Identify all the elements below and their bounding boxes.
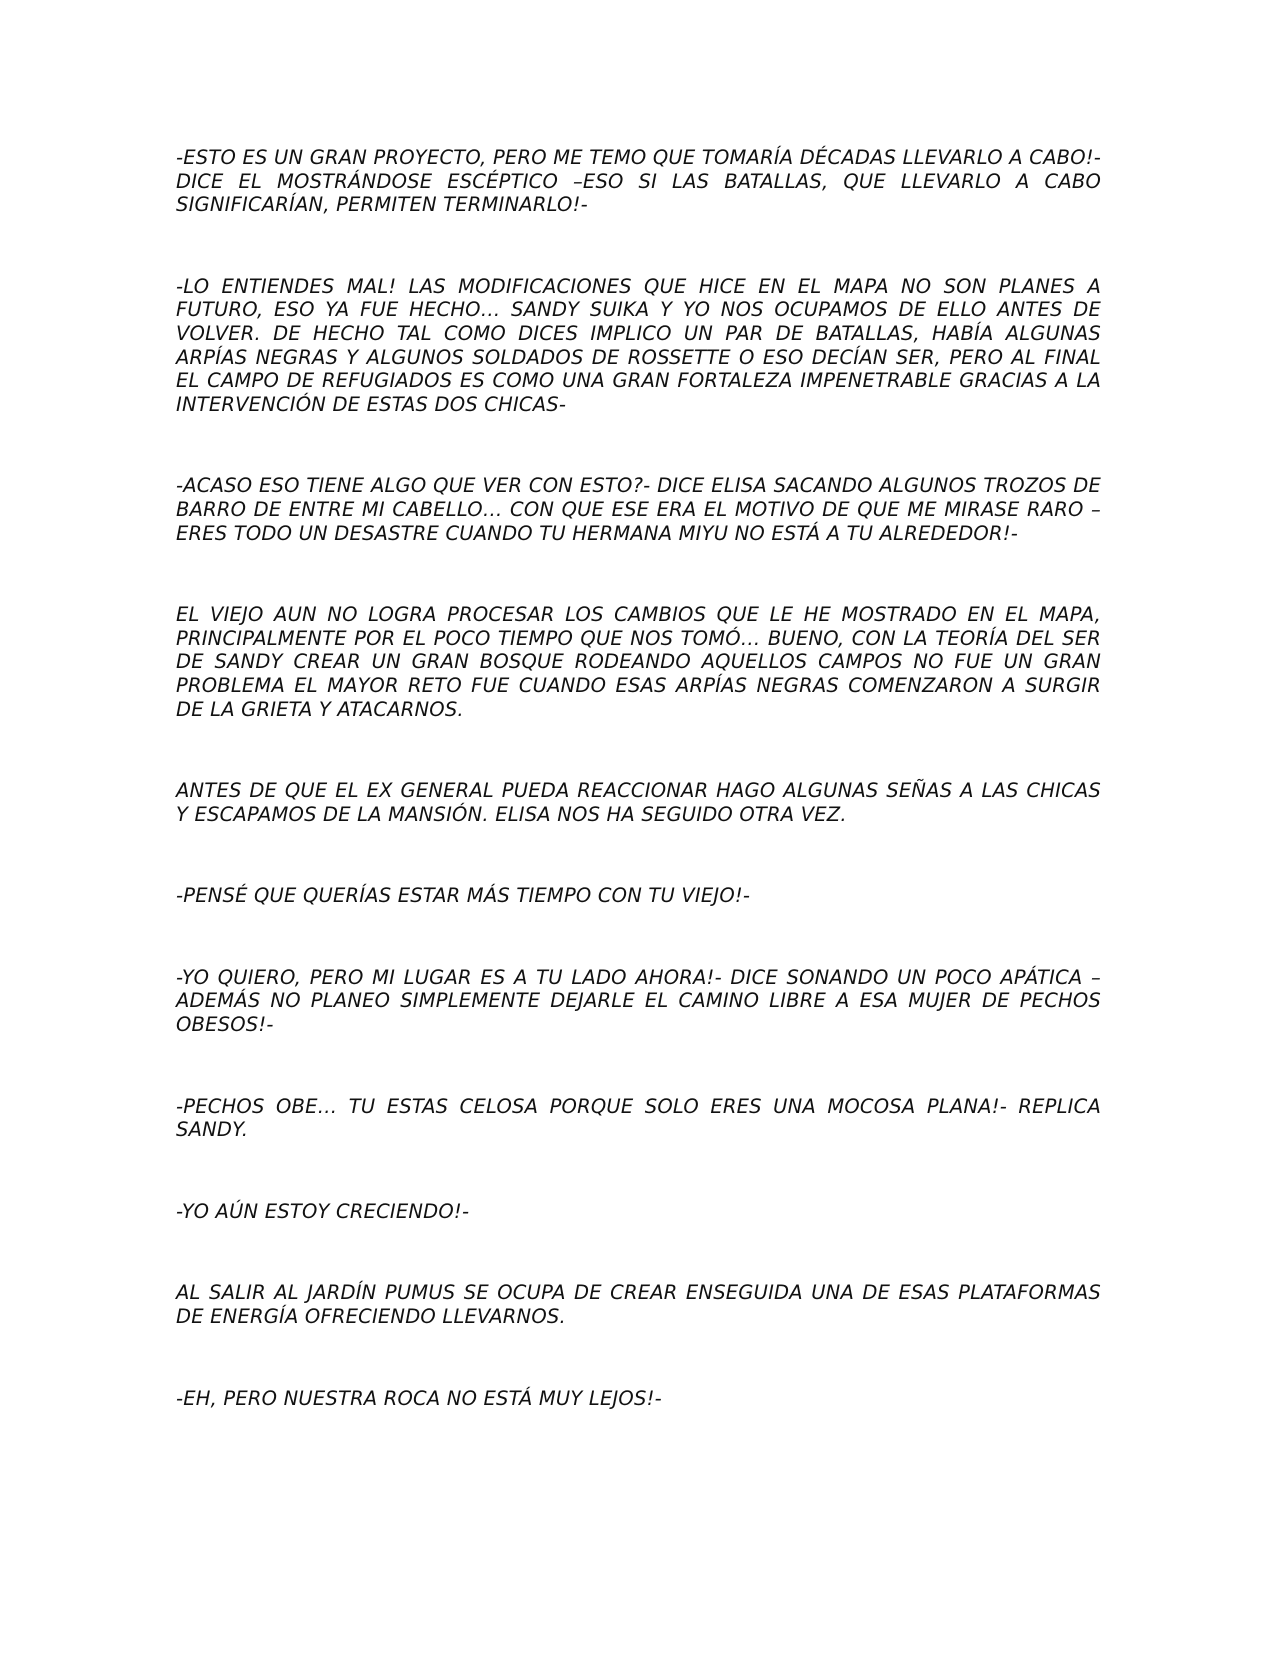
paragraph: -EH, PERO NUESTRA ROCA NO ESTÁ MUY LEJOS!- xyxy=(176,1386,662,1410)
paragraph: -PENSÉ QUE QUERÍAS ESTAR MÁS TIEMPO CON TU VIEJO!- xyxy=(176,884,751,908)
paragraph: -PECHOS OBE… TU ESTAS CELOSA PORQUE SOLO ERES UNA MOCOSA PLANA!- REPLICA SANDY. xyxy=(176,1094,1101,1142)
paragraph: -YO AÚN ESTOY CRECIENDO!- xyxy=(176,1199,470,1223)
paragraph: EL VIEJO AUN NO LOGRA PROCESAR LOS CAMBIOS QUE LE HE MOSTRADO EN EL MAPA, PRINCIPALMENTE POR EL POCO TIEMPO QUE NOS TOMÓ… BUENO, CON LA TEORÍA DEL SER DE SANDY CREAR UN GRAN BOSQUE RODEANDO AQUELLOS CAMPOS NO FUE UN GRAN PROBLEMA EL MAYOR RETO FUE CUANDO ESAS ARPÍAS NEGRAS COMENZARON A SURGIR DE LA GRIETA Y ATACARNOS. xyxy=(176,603,1101,721)
paragraph: -YO QUIERO, PERO MI LUGAR ES A TU LADO AHORA!- DICE SONANDO UN POCO APÁTICA – ADEMÁS NO PLANEO SIMPLEMENTE DEJARLE EL CAMINO LIBRE A ESA MUJER DE PECHOS OBESOS!- xyxy=(176,965,1101,1037)
paragraph: -LO ENTIENDES MAL! LAS MODIFICACIONES QUE HICE EN EL MAPA NO SON PLANES A FUTURO, ESO YA FUE HECHO… SANDY SUIKA Y YO NOS OCUPAMOS DE ELLO ANTES DE VOLVER. DE HECHO TAL COMO DICES IMPLICO UN PAR DE BATALLAS, HABÍA ALGUNAS ARPÍAS NEGRAS Y ALGUNOS SOLDADOS DE ROSSETTE O ESO DECÍAN SER, PERO AL FINAL EL CAMPO DE REFUGIADOS ES COMO UNA GRAN FORTALEZA IMPENETRABLE GRACIAS A LA INTERVENCIÓN DE ESTAS DOS CHICAS- xyxy=(176,274,1101,416)
paragraph: -ESTO ES UN GRAN PROYECTO, PERO ME TEMO QUE TOMARÍA DÉCADAS LLEVARLO A CABO!- DICE EL MOSTRÁNDOSE ESCÉPTICO –ESO SI LAS BATALLAS, QUE LLEVARLO A CABO SIGNIFICARÍAN, PERMITEN TERMINARLO!- xyxy=(176,146,1101,217)
paragraph: ANTES DE QUE EL EX GENERAL PUEDA REACCIONAR HAGO ALGUNAS SEÑAS A LAS CHICAS Y ESCAPAMOS DE LA MANSIÓN. ELISA NOS HA SEGUIDO OTRA VEZ. xyxy=(176,779,1101,826)
text-body xyxy=(176,146,1101,1410)
paragraph: AL SALIR AL JARDÍN PUMUS SE OCUPA DE CREAR ENSEGUIDA UNA DE ESAS PLATAFORMAS DE ENERGÍA OFRECIENDO LLEVARNOS. xyxy=(176,1281,1101,1329)
paragraph: -ACASO ESO TIENE ALGO QUE VER CON ESTO?- DICE ELISA SACANDO ALGUNOS TROZOS DE BARRO DE ENTRE MI CABELLO… CON QUE ESE ERA EL MOTIVO DE QUE ME MIRASE RARO –ERES TODO UN DESASTRE CUANDO TU HERMANA MIYU NO ESTÁ A TU ALREDEDOR!- xyxy=(176,474,1101,545)
